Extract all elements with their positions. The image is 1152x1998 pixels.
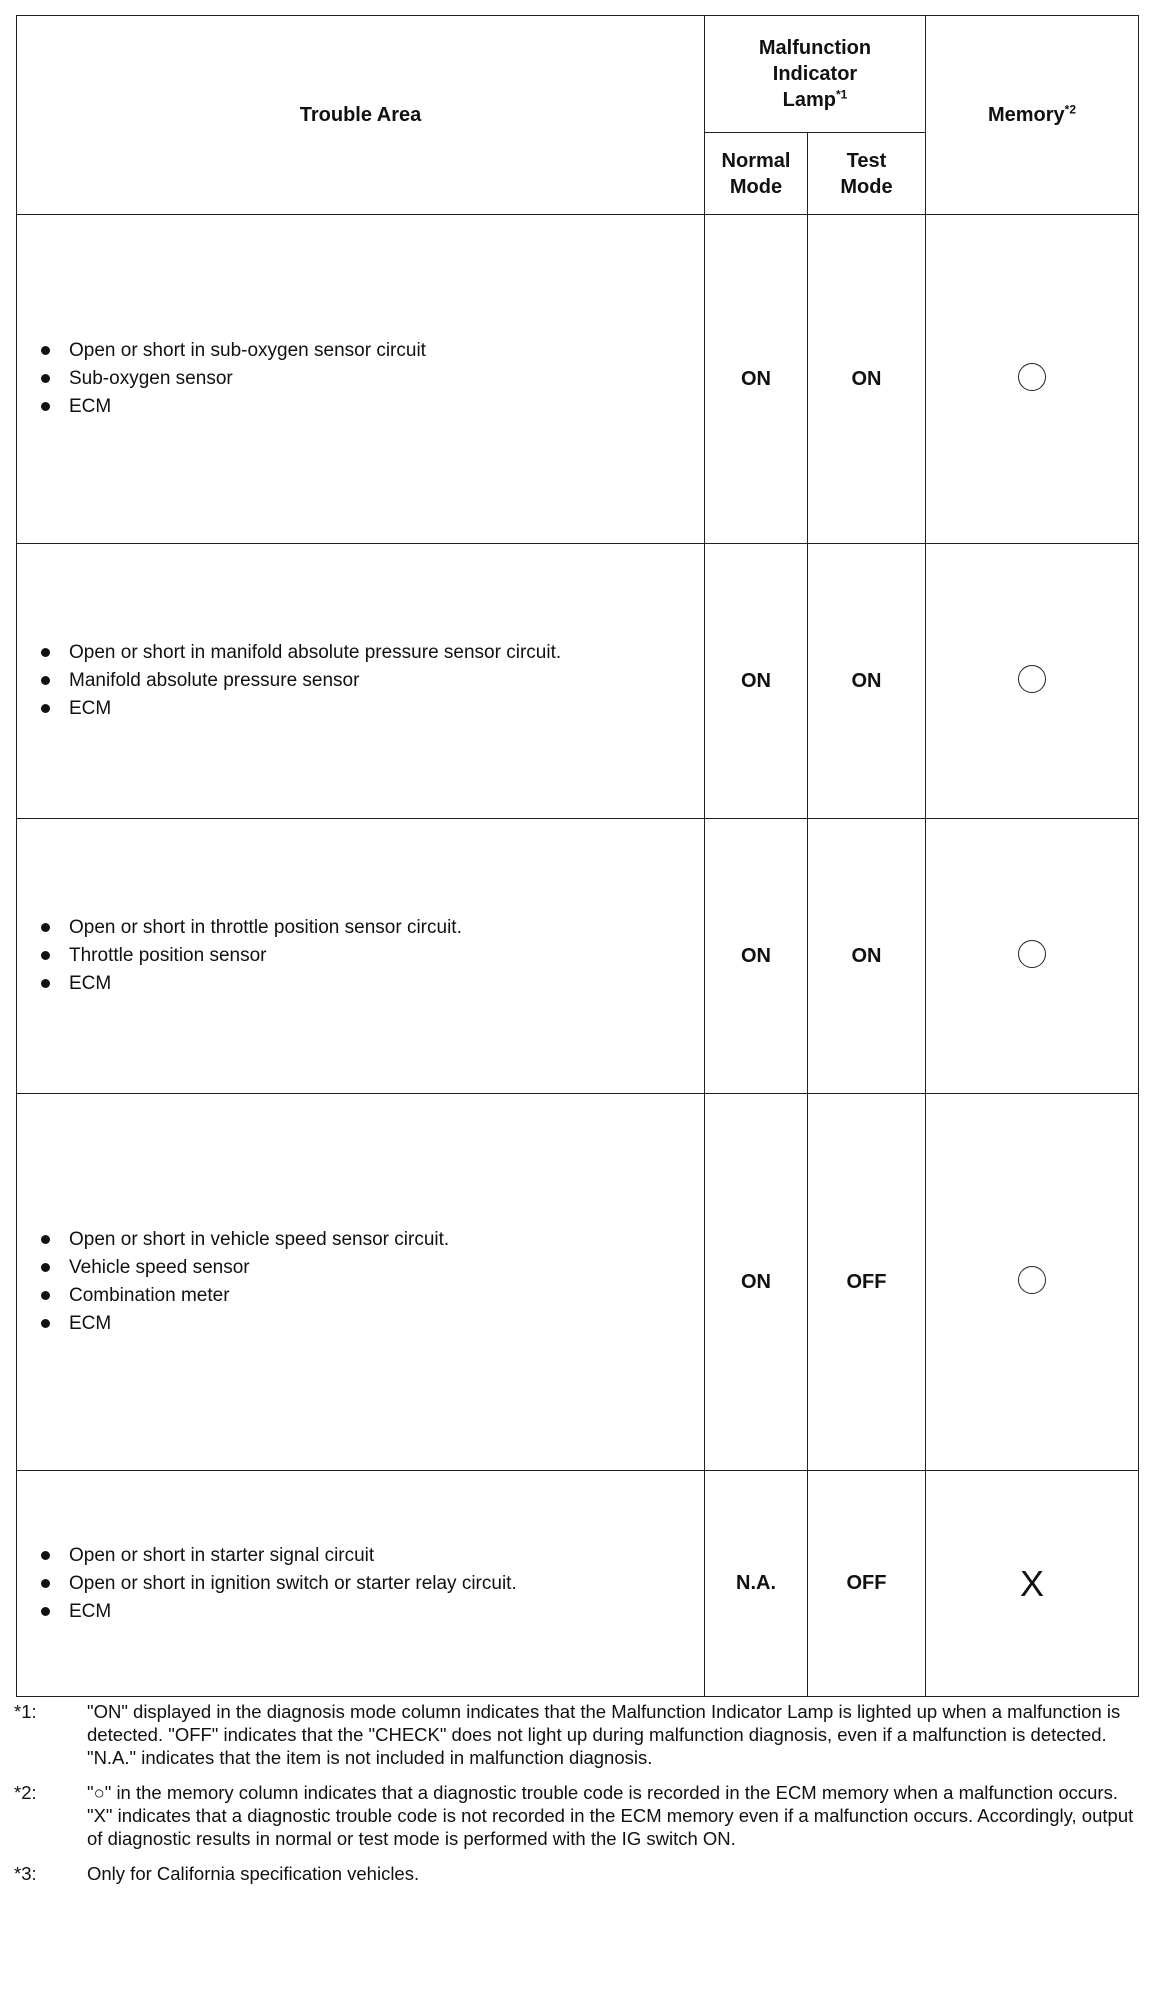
trouble-area-text: Manifold absolute pressure sensor [69, 670, 360, 691]
trouble-area-item [37, 667, 704, 695]
memory-cell [926, 215, 1139, 544]
memory-not-recorded-x-icon: X [1019, 1562, 1044, 1604]
bullet-icon [41, 1607, 50, 1616]
trouble-area-item [37, 1226, 704, 1254]
normal-mode-value: ON [705, 215, 808, 544]
normal-mode-value: ON [705, 819, 808, 1094]
memory-recorded-circle-icon [1018, 1266, 1046, 1294]
header-trouble-area: Trouble Area [17, 16, 705, 215]
trouble-area-cell [17, 1094, 705, 1471]
normal-mode-value: ON [705, 1094, 808, 1471]
header-mil-text: Malfunction Indicator Lamp [758, 37, 872, 111]
trouble-area-item [37, 942, 704, 970]
trouble-area-item [37, 639, 704, 667]
bullet-icon [41, 923, 50, 932]
footnote [14, 1862, 1138, 1885]
bullet-icon [41, 1263, 50, 1272]
trouble-area-item [37, 1254, 704, 1282]
footnote-mark: *1: [14, 1701, 37, 1722]
header-memory-footnote-mark: *2 [1064, 102, 1077, 117]
trouble-area-list [37, 914, 704, 998]
footnote-text: "○" in the memory column indicates that a diagnostic trouble code is recorded in the ECM memory when a malfunction occurs. "X" indicates that a diagnostic trouble code is not recorded in the ECM memory even if a malfunction occurs. Accordingly, output of diagnostic results in normal or test mode is performed with the IG switch ON. [87, 1782, 1134, 1849]
trouble-area-item [37, 1598, 704, 1626]
trouble-area-text: Open or short in ignition switch or starter relay circuit. [69, 1572, 517, 1594]
table-body [17, 215, 1139, 1697]
trouble-area-item [37, 970, 704, 998]
trouble-area-item [37, 1542, 704, 1570]
trouble-area-text: Vehicle speed sensor [69, 1257, 250, 1278]
trouble-area-item [37, 393, 704, 421]
bullet-icon [41, 1235, 50, 1244]
memory-recorded-circle-icon [1018, 665, 1046, 693]
trouble-area-item [37, 914, 704, 942]
test-mode-value: OFF [808, 1471, 926, 1697]
trouble-area-list [37, 639, 704, 723]
trouble-area-list [37, 1226, 704, 1338]
trouble-area-list [37, 337, 704, 421]
bullet-icon [41, 1319, 50, 1328]
trouble-area-item [37, 365, 704, 393]
bullet-icon [41, 1291, 50, 1300]
trouble-area-text: Open or short in throttle position sensor circuit. [69, 917, 462, 938]
table-row [17, 819, 1139, 1094]
header-memory [926, 16, 1139, 215]
trouble-area-text: ECM [69, 1313, 112, 1334]
footnote-text: "ON" displayed in the diagnosis mode column indicates that the Malfunction Indicator Lamp is lighted up when a malfunction is detected. "OFF" indicates that the "CHECK" does not light up during malfunction diagnosis, even if a malfunction is detected. "N.A." indicates that the item is not included in malfunction diagnosis. [87, 1701, 1121, 1768]
trouble-area-list [37, 1542, 704, 1626]
footnotes [14, 1700, 1138, 1897]
trouble-area-text: ECM [69, 396, 112, 417]
normal-mode-value: N.A. [705, 1471, 808, 1697]
memory-recorded-circle-icon [1018, 363, 1046, 391]
memory-cell [926, 544, 1139, 819]
bullet-icon [41, 1551, 50, 1560]
test-mode-value: ON [808, 544, 926, 819]
bullet-icon [41, 402, 50, 411]
header-malfunction-indicator-lamp [705, 16, 926, 133]
trouble-area-text: Open or short in sub-oxygen sensor circuit [69, 340, 426, 361]
trouble-area-text: Open or short in manifold absolute pressure sensor circuit. [69, 642, 562, 663]
trouble-area-text: Open or short in starter signal circuit [69, 1544, 375, 1566]
trouble-area-text: Sub-oxygen sensor [69, 368, 233, 389]
bullet-icon [41, 648, 50, 657]
table-row [17, 544, 1139, 819]
trouble-area-item [37, 1282, 704, 1310]
trouble-area-text: Throttle position sensor [69, 945, 267, 966]
normal-mode-value: ON [705, 544, 808, 819]
table-row [17, 215, 1139, 544]
test-mode-value: ON [808, 819, 926, 1094]
memory-cell [926, 819, 1139, 1094]
footnote-mark: *3: [14, 1863, 37, 1884]
header-mil-footnote-mark: *1 [836, 87, 848, 102]
bullet-icon [41, 704, 50, 713]
trouble-area-cell [17, 215, 705, 544]
trouble-area-text: ECM [69, 698, 112, 719]
bullet-icon [41, 346, 50, 355]
table-row [17, 1471, 1139, 1697]
header-test-mode: Test Mode [808, 133, 926, 215]
bullet-icon [41, 374, 50, 383]
test-mode-value: OFF [808, 1094, 926, 1471]
header-memory-text: Memory [987, 104, 1065, 126]
trouble-area-text: ECM [69, 973, 112, 994]
bullet-icon [41, 951, 50, 960]
bullet-icon [41, 1579, 50, 1588]
trouble-area-cell [17, 544, 705, 819]
header-normal-mode: Normal Mode [705, 133, 808, 215]
footnote [14, 1781, 1138, 1850]
footnote-text: Only for California specification vehicles. [87, 1863, 420, 1884]
trouble-area-cell [17, 1471, 705, 1697]
trouble-area-item [37, 1310, 704, 1338]
bullet-icon [41, 676, 50, 685]
table-row [17, 1094, 1139, 1471]
trouble-area-text: ECM [69, 1600, 112, 1622]
trouble-area-item [37, 695, 704, 723]
trouble-area-text: Open or short in vehicle speed sensor circuit. [69, 1229, 450, 1250]
memory-recorded-circle-icon [1018, 940, 1046, 968]
test-mode-value: ON [808, 215, 926, 544]
memory-cell [926, 1471, 1139, 1697]
bullet-icon [41, 979, 50, 988]
trouble-area-item [37, 1570, 704, 1598]
memory-cell [926, 1094, 1139, 1471]
trouble-code-table [16, 15, 1139, 1697]
footnote-mark: *2: [14, 1782, 37, 1803]
trouble-area-text: Combination meter [69, 1285, 230, 1306]
trouble-area-item [37, 337, 704, 365]
footnote [14, 1700, 1138, 1769]
trouble-area-cell [17, 819, 705, 1094]
